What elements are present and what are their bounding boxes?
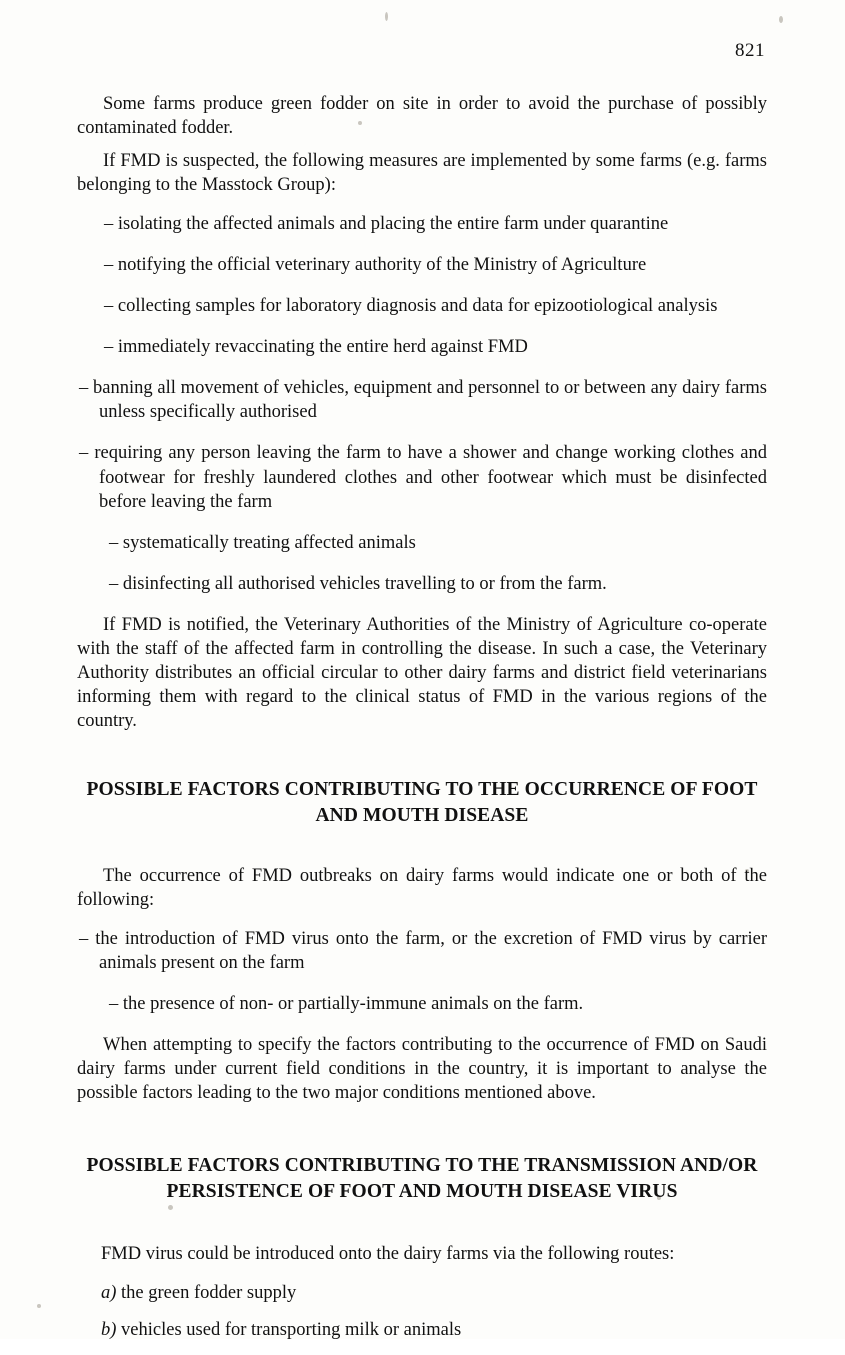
list-item-text: the presence of non- or partially-immune animals on the farm. [122,993,584,1014]
section-heading-occurrence: POSSIBLE FACTORS CONTRIBUTING TO THE OCCURRENCE OF FOOT AND MOUTH DISEASE [86,778,758,827]
scan-speck [385,12,388,21]
dash-marker: – [104,337,114,358]
section-heading-transmission: POSSIBLE FACTORS CONTRIBUTING TO THE TRANSMISSION AND/OR PERSISTENCE OF FOOT AND MOUTH DISEASE VIRUS [86,1154,758,1203]
list-item-text: banning all movement of vehicles, equipment and personnel to or between any dairy farms unless specifically authorised [93,378,767,423]
list-item-text: vehicles used for transporting milk or animals [121,1319,462,1340]
measures-list [77,212,767,596]
dash-marker: – [79,928,89,949]
heading-transmission-block [77,1153,767,1206]
dash-marker: – [104,255,114,276]
list-marker: a) [101,1282,117,1303]
dash-marker: – [79,443,89,464]
list-marker: b) [101,1319,117,1340]
list-item-text: disinfecting all authorised vehicles travelling to or from the farm. [122,573,607,594]
scan-speck [37,1304,41,1308]
heading-occurrence-block [77,777,767,830]
paragraph-specify-factors: When attempting to specify the factors contributing to the occurrence of FMD on Saudi dairy farms under current field conditions in the country, it is important to analyse the possible factors leading to the two major conditions mentioned above. [77,1034,767,1103]
list-item [101,1318,767,1342]
list-item-text: collecting samples for laboratory diagnosis and data for epizootiological analysis [117,296,718,317]
paragraph-fmd-notified: If FMD is notified, the Veterinary Authorities of the Ministry of Agriculture co-operate with the staff of the affected farm in controlling the disease. In such a case, the Veterinary Authority distributes an official circular to other dairy farms and district field veterinarians informing them with regard to the clinical status of FMD in the various regions of the country. [77,614,767,731]
dash-marker: – [109,532,119,553]
list-item [77,531,767,555]
list-item-text: notifying the official veterinary authority of the Ministry of Agriculture [117,255,647,276]
list-item [77,992,767,1016]
list-item [77,376,767,424]
page-content [77,40,767,1355]
list-item [77,212,767,236]
list-item [77,572,767,596]
list-item [77,927,767,975]
paragraph-fmd-suspected: If FMD is suspected, the following measures are implemented by some farms (e.g. farms belonging to the Masstock Group): [77,151,767,196]
paragraph-green-fodder: Some farms produce green fodder on site in order to avoid the purchase of possibly contaminated fodder. [77,94,767,139]
dash-marker: – [109,993,119,1014]
list-item [77,253,767,277]
list-item-text: isolating the affected animals and placing the entire farm under quarantine [117,214,669,235]
paragraph-outbreak-indication: The occurrence of FMD outbreaks on dairy farms would indicate one or both of the following: [77,865,767,910]
list-item [77,294,767,318]
dash-marker: – [104,214,114,235]
list-item-text: systematically treating affected animals [122,532,416,553]
routes-list [77,1281,767,1342]
scan-speck [779,16,783,23]
list-item [77,335,767,359]
indications-list [77,927,767,1016]
dash-marker: – [104,296,114,317]
dash-marker: – [79,378,89,399]
list-item [77,441,767,513]
page-number: 821 [735,40,765,61]
list-item-text: the introduction of FMD virus onto the farm, or the excretion of FMD virus by carrier animals present on the farm [95,928,768,973]
paragraph-routes-intro: FMD virus could be introduced onto the dairy farms via the following routes: [101,1243,675,1264]
dash-marker: – [109,573,119,594]
list-item-text: the green fodder supply [121,1282,297,1303]
list-item-text: immediately revaccinating the entire herd against FMD [117,337,528,358]
list-item-text: requiring any person leaving the farm to have a shower and change working clothes and footwear for freshly laundered clothes and other footwear which must be disinfected before leaving the farm [94,443,767,512]
list-item [101,1281,767,1305]
